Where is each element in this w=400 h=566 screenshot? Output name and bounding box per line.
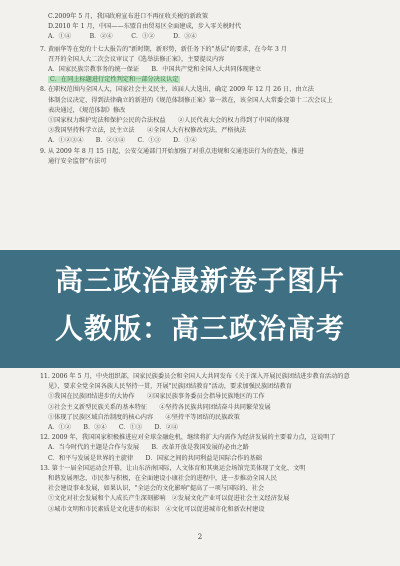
question-13: 13. 第十一届全国运动会开幕，让山东济南国际，人文体育和其奥运会场馆完美体现了文化、文明 [40,464,306,472]
question-8: 8. 在职权范围内全国人大，国家社会主义民主，该届人大选出，确定 2009 年 12 月 26 日，由立法 [40,86,314,94]
text-line: C．和平与发展是世界的主旋律 D．国家之间的共同利益是国际合作的基础 [48,454,262,462]
text-line: 体制会议决定，得到法律确立的新进的《规范体制修正案》第一款在，该全国人大常委会第十二次会议上 [48,96,333,104]
text-line: ①国家权力维护宪法和保护公民的合法权益 ②人民代表大会的权力得到了中国的体现 [48,117,290,125]
text-line: 通行安全监督"有法可 [48,157,107,165]
banner-title-line-1: 高三政治最新卷子图片 [54,264,345,297]
question-11: 11. 2006 年 5 月，中央组织部，国家民族委员会和全国人大共同发布《关于深入开展民族团结进步教育活动的意 [40,373,350,380]
highlight-text: C．在同上标题进行定性判定和一部分决议认定 [50,76,179,84]
text-line: ③我国坚持科学立法，民主立法 ④全国人大有权修改宪法，严格执法 [48,127,246,135]
upper-text-block [40,12,370,167]
text-line: ①文化对社会发展和个人成长产生深刻影响 ②发展文化产业可以促进社会主义经济发展 [48,495,290,503]
banner-title-line-2: 人教版：高三政治高考 [54,312,345,345]
text-line: ①我国在民族团结进步的大协作 ②国家民族事务委员会指导民族地区的工作 [48,393,265,401]
text-line: A．①② B．③④ C．①③ D．②④ [48,424,179,432]
text-line: 社会建设事业发展，如果认识，"全运会的文化影响"提高了一项与国际的、社会 [48,485,265,493]
page-number: 2 [197,533,203,541]
question-7: 7. 黄丽华等在党的十七大报告的"新时期，新形势，新任务下的"基层"的要求，在今年 3 月 [40,45,288,53]
text-line: A．①②③④ B．②③④ C．①③ D．①④ [48,137,197,145]
text-line: A．国家民族宗教事务的统一保证 B．中国共产党和全国人大共同体现建立 [48,66,262,74]
text-line: 召开的全国人大二次会议审议了《选举法修正案》，主要提议内容 [48,55,225,63]
question-12: 12. 2009 年，我国国家积极推进应对全球金融危机，继续将扩大内需作为经济发展的主要着力点，这说明了 [40,434,336,442]
highlighted-line [40,75,370,85]
title-banner [0,250,400,368]
text-line: ③城市文明和市民素质是文化进步的标识 ④文化可以促进城市化和新农村建设 [48,505,265,513]
text-line: ③社会主义新型民族关系的基本特征 ④坚持各民族共同团结奋斗共同繁荣发展 [48,403,271,411]
text-line: 表决通过，《规范体制》修改 [48,106,126,114]
text-line: 和谐发展理念，市民参与积极，在全面建设小康社会的进程中，进一步推动全国人民 [48,475,277,483]
lower-text-block [40,372,370,515]
text-line: 见》，要求全党全国各族人民坚持一贯，开展"民族团结教育"活动，要求加强民族团结教育 [48,383,292,391]
text-line: ①体现了民族区域自治制度的核心内容 ④坚持平等团结的民族政策 [48,413,240,421]
text-line: A．①④ B．②④ C．①② D．③④ [48,33,197,41]
text-line: A．当今时代的主题是合作与发展 B．改革开放是我国发展的必由之路 [48,444,249,452]
text-line: D.2010 年 1 月，中国——东盟自由贸易区全面建成，步入零关税时代 [48,23,242,31]
question-9: 9. 从 2009 年 8 月 15 日起，公安交通部门开始加强了对重点违规和交通违法行为的查处，推进 [40,147,304,155]
text-line: C.2009年 5 月，我国政府宣布进口不再征收关税的新政策 [48,13,209,20]
